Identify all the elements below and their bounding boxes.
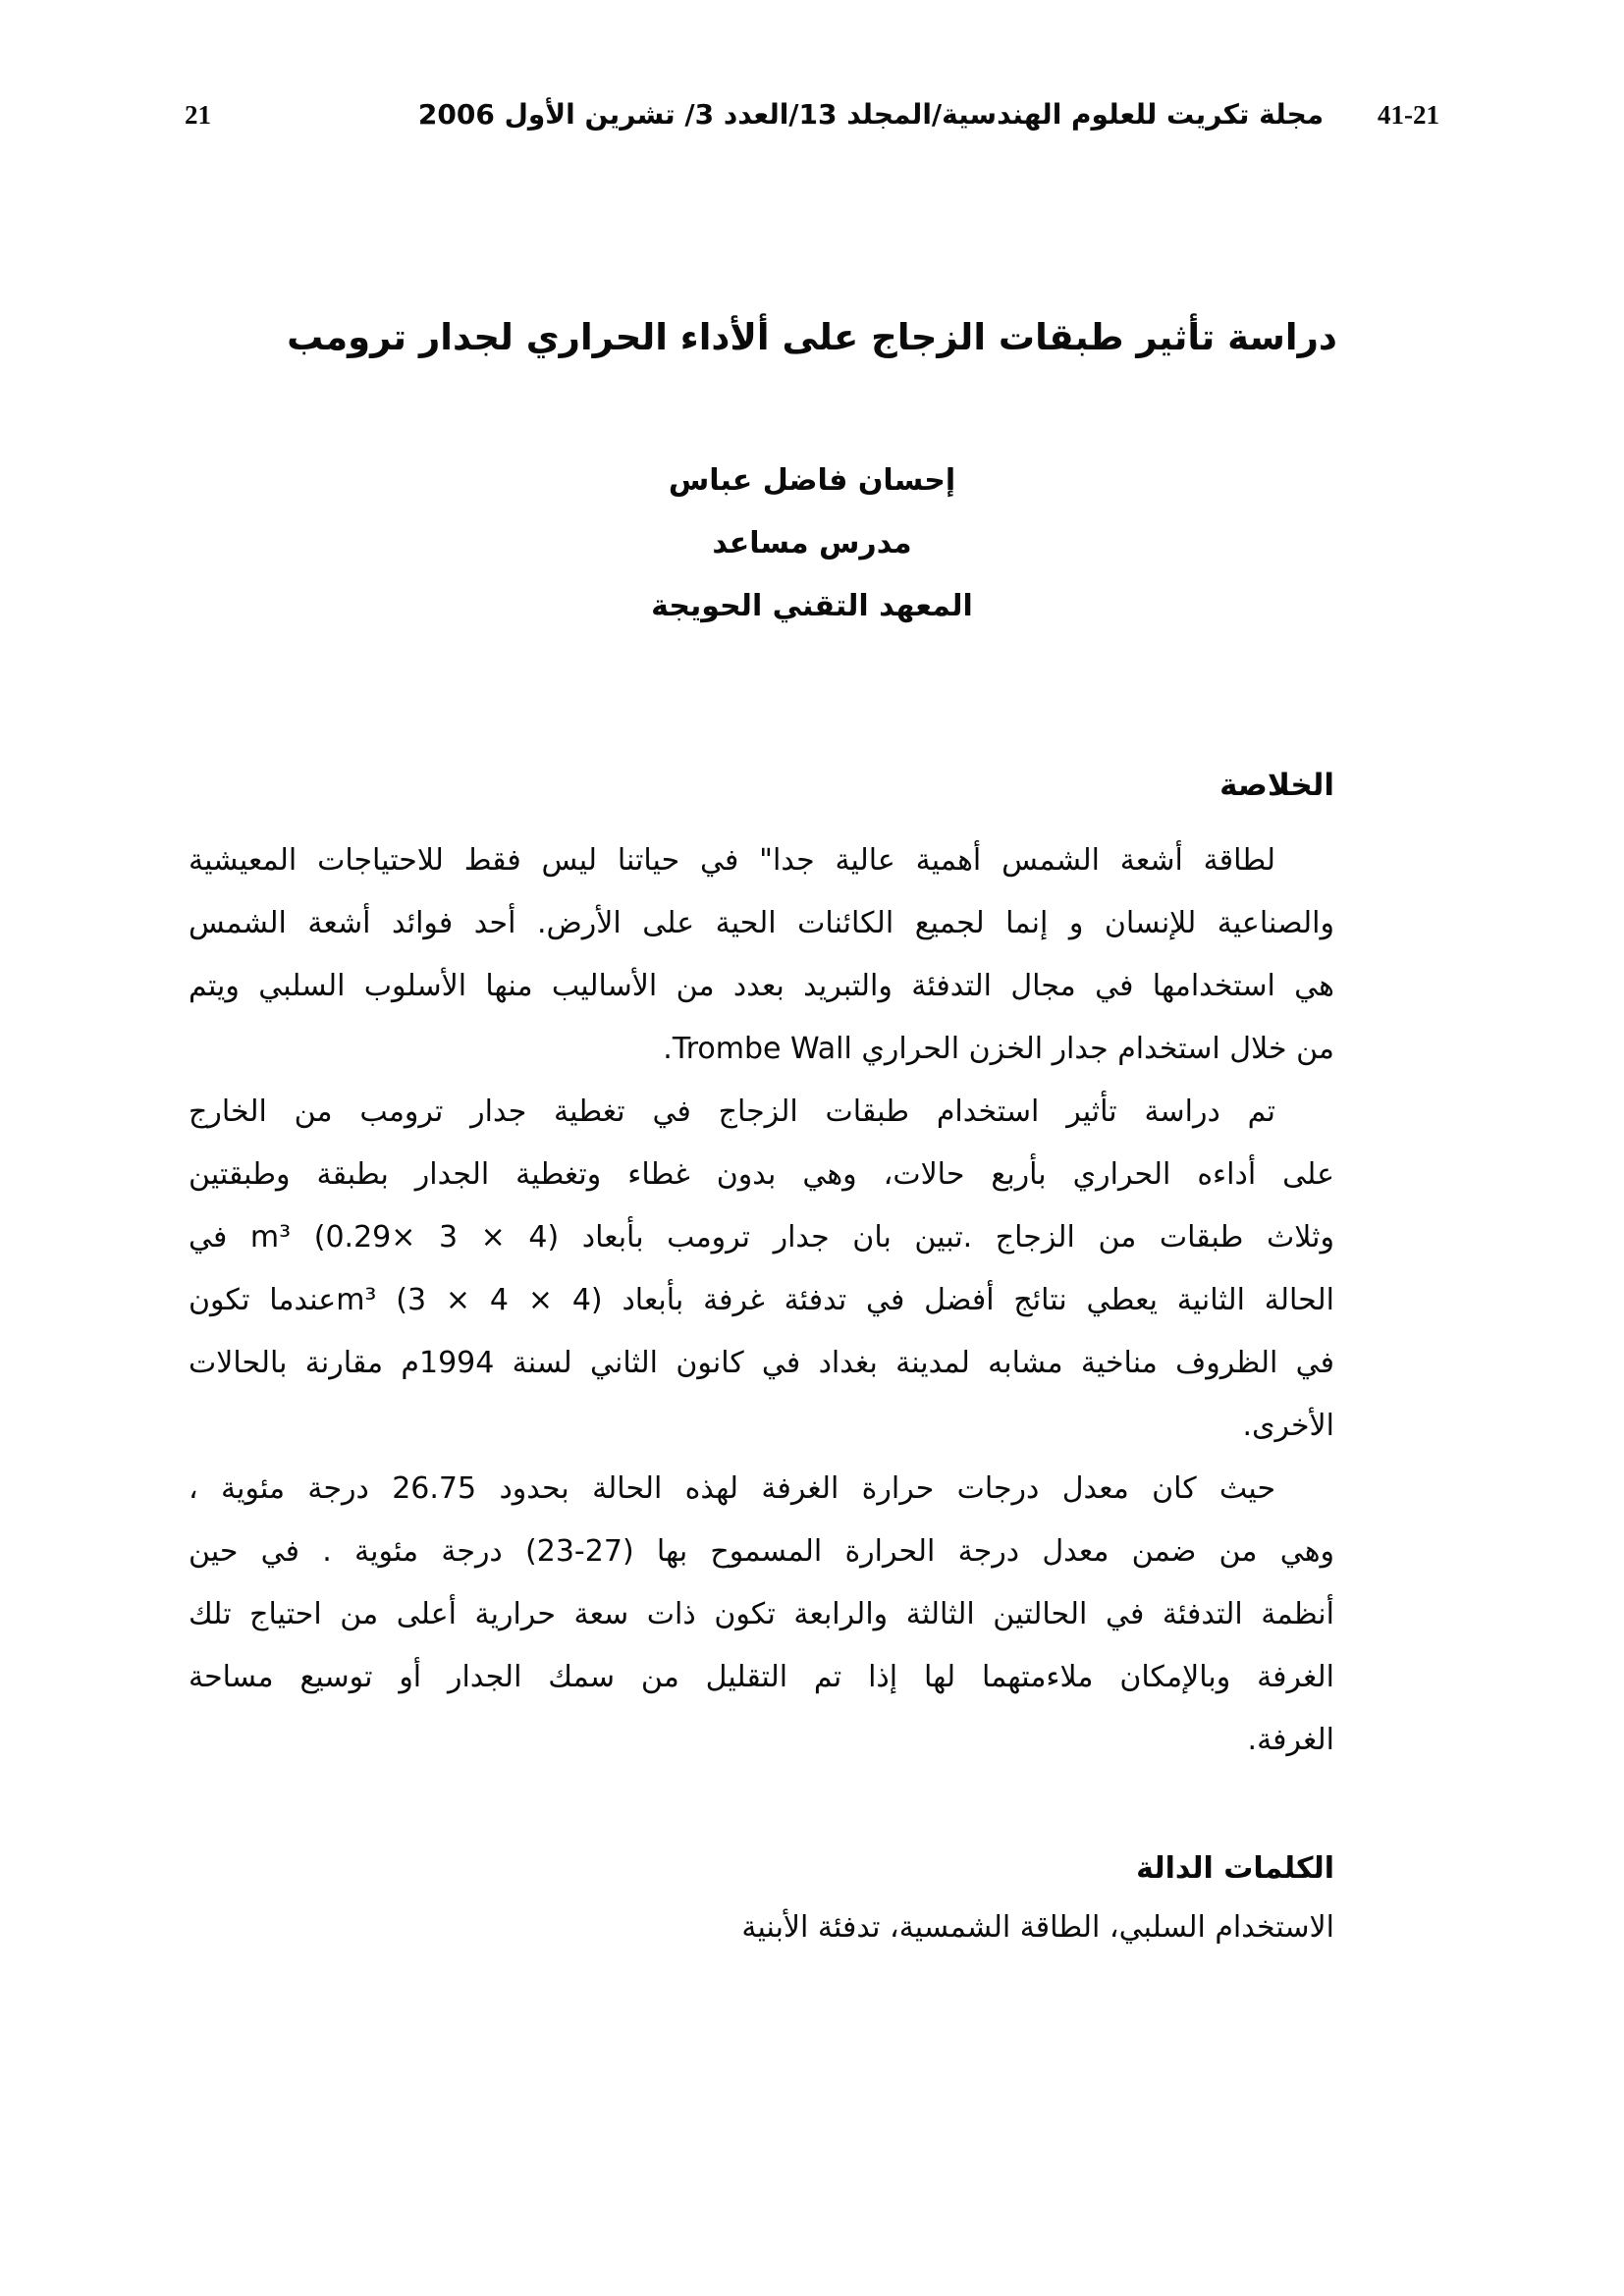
abstract-line: على أداءه الحراري بأربع حالات، وهي بدون غطاء وتغطية الجدار بطبقة وطبقتين (189, 1157, 1334, 1192)
author-name: إحسان فاضل عباس (668, 463, 956, 498)
abstract-line: الغرفة وبالإمكان ملاءمتهما لها إذا تم التقليل من سمك الجدار أو توسيع مساحة (189, 1660, 1334, 1694)
paper-title: دراسة تأثير طبقات الزجاج على ألأداء الحراري لجدار ترومب (287, 316, 1337, 358)
author-block (0, 450, 1624, 638)
abstract-line: لطاقة أشعة الشمس أهمية عالية جدا" في حياتنا ليس فقط للاحتياجات المعيشية (189, 843, 1275, 878)
abstract-line: وثلاث طبقات من الزجاج .تبين بان جدار ترومب بأبعاد (4 × 3 ×0.29) m³ في (189, 1220, 1334, 1255)
abstract-line: في الظروف مناخية مشابه لمدينة بغداد في كانون الثاني لسنة 1994م مقارنة بالحالات (189, 1346, 1334, 1380)
abstract-line: أنظمة التدفئة في الحالتين الثالثة والرابعة تكون ذات سعة حرارية أعلى من احتياج تلك (189, 1597, 1334, 1631)
abstract-body (189, 829, 1334, 1772)
abstract-line: وهي من ضمن معدل درجة الحرارة المسموح بها (27-23) درجة مئوية . في حين (189, 1534, 1335, 1569)
author-affiliation: المعهد التقني الحويجة (651, 589, 973, 623)
author-degree: مدرس مساعد (712, 526, 912, 561)
abstract-line: تم دراسة تأثير استخدام طبقات الزجاج في تغطية جدار ترومب من الخارج (189, 1095, 1275, 1129)
abstract-line: الأخرى. (1242, 1409, 1334, 1443)
journal-title: مجلة تكريت للعلوم الهندسية/المجلد 13/العدد 3/ تشرين الأول 2006 (417, 98, 1325, 131)
keywords-text: الاستخدام السلبي، الطاقة الشمسية، تدفئة الأبنية (741, 1910, 1334, 1945)
abstract-line: حيث كان معدل درجات حرارة الغرفة لهذه الحالة بحدود 26.75 درجة مئوية ، (189, 1471, 1275, 1506)
abstract-line: الحالة الثانية يعطي نتائج أفضل في تدفئة غرفة بأبعاد (4 × 4 × 3) m³عندما تكون (189, 1283, 1334, 1317)
abstract-line: من خلال استخدام جدار الخزن الحراري Trombe Wall. (663, 1032, 1334, 1066)
abstract-line: والصناعية للإنسان و إنما لجميع الكائنات الحية على الأرض. أحد فوائد أشعة الشمس (189, 906, 1334, 940)
abstract-line: هي استخدامها في مجال التدفئة والتبريد بعدد من الأساليب منها الأسلوب السلبي ويتم (189, 969, 1334, 1003)
keywords-section (189, 1840, 1334, 1957)
keywords-heading: الكلمات الدالة (1136, 1851, 1334, 1886)
page-header (0, 94, 1624, 135)
page-range: 41-21 (1378, 100, 1439, 130)
abstract-line: الغرفة. (1247, 1723, 1334, 1757)
abstract-heading: الخلاصة (1219, 768, 1334, 803)
page-number: 21 (185, 100, 211, 130)
